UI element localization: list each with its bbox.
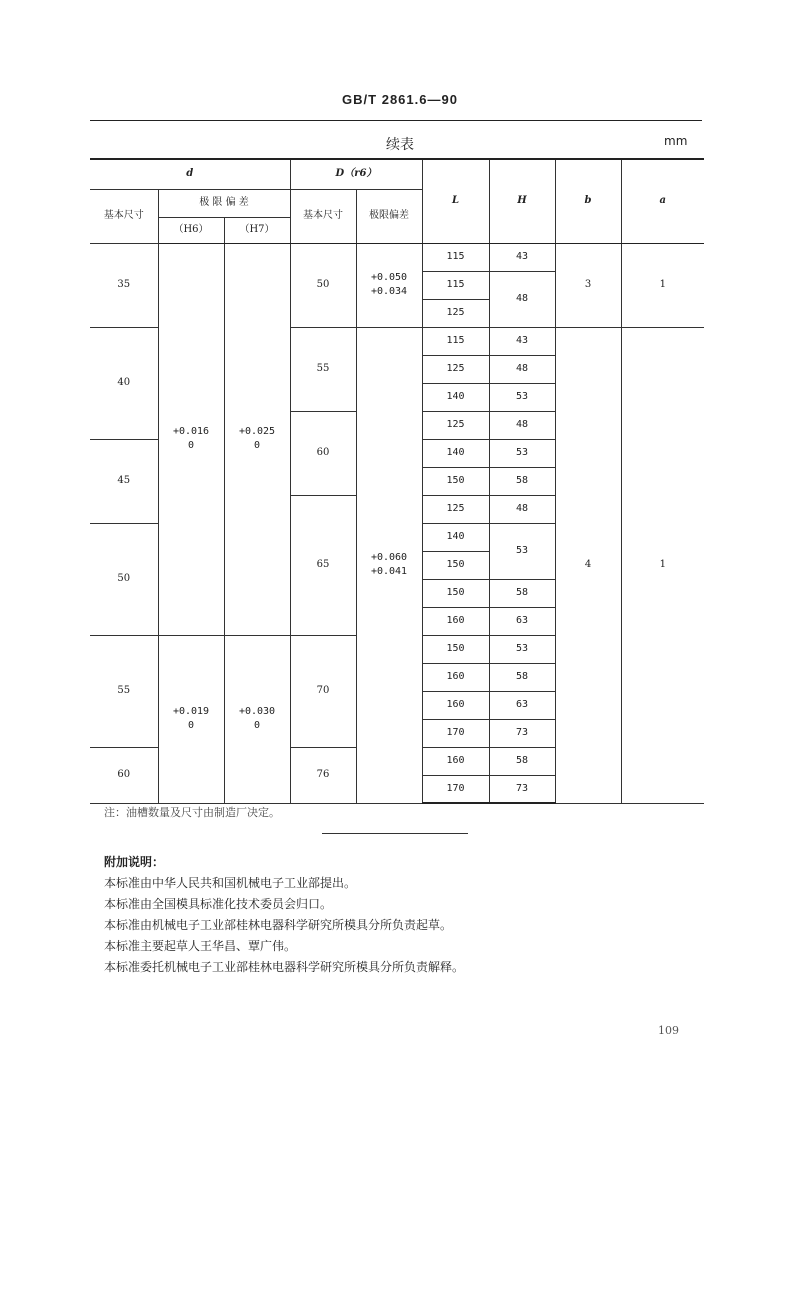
addendum-line: 本标准委托机械电子工业部桂林电器科学研究所模具分所负责解释。 — [104, 960, 465, 974]
addendum-line: 本标准由全国模具标准化技术委员会归口。 — [104, 897, 333, 911]
a-cell: 1 — [621, 243, 704, 327]
d-tolerance-h6-cell: +0.016 0 — [158, 243, 224, 635]
H-cell: 58 — [489, 663, 555, 691]
addendum-line: 本标准由中华人民共和国机械电子工业部提出。 — [104, 876, 357, 890]
H-cell: 58 — [489, 467, 555, 495]
addendum-line: 本标准主要起草人王华昌、覃广伟。 — [104, 939, 297, 953]
L-cell: 125 — [422, 299, 489, 327]
d-size-cell: 40 — [90, 327, 158, 439]
header-d-basic-size: 基本尺寸 — [90, 189, 158, 243]
L-cell: 170 — [422, 775, 489, 803]
H-cell: 53 — [489, 635, 555, 663]
addendum — [104, 852, 464, 978]
header-h6: （H6） — [158, 217, 224, 243]
H-cell: 58 — [489, 747, 555, 775]
spec-table — [90, 158, 704, 804]
L-cell: 125 — [422, 411, 489, 439]
d-size-cell: 35 — [90, 243, 158, 327]
header-d-limit-deviation: 极 限 偏 差 — [158, 189, 290, 217]
d-tolerance-h6-cell: +0.019 0 — [158, 635, 224, 803]
L-cell: 125 — [422, 355, 489, 383]
L-cell: 160 — [422, 663, 489, 691]
H-cell: 43 — [489, 243, 555, 271]
addendum-heading: 附加说明： — [104, 855, 165, 869]
d-size-cell: 60 — [90, 747, 158, 803]
H-cell: 73 — [489, 775, 555, 803]
H-cell: 48 — [489, 271, 555, 327]
D-tolerance-cell: +0.060 +0.041 — [356, 327, 422, 803]
L-cell: 150 — [422, 467, 489, 495]
H-cell: 53 — [489, 523, 555, 579]
L-cell: 150 — [422, 635, 489, 663]
H-cell: 48 — [489, 495, 555, 523]
D-size-cell: 60 — [290, 411, 356, 495]
L-cell: 140 — [422, 523, 489, 551]
H-cell: 53 — [489, 439, 555, 467]
D-size-cell: 65 — [290, 495, 356, 635]
H-cell: 48 — [489, 355, 555, 383]
a-cell: 1 — [621, 327, 704, 803]
L-cell: 115 — [422, 271, 489, 299]
d-size-cell: 55 — [90, 635, 158, 747]
d-size-cell: 45 — [90, 439, 158, 523]
D-size-cell: 76 — [290, 747, 356, 803]
L-cell: 140 — [422, 439, 489, 467]
header-H: H — [489, 159, 555, 243]
H-cell: 58 — [489, 579, 555, 607]
unit-label: mm — [664, 134, 688, 148]
H-cell: 43 — [489, 327, 555, 355]
header-a: a — [621, 159, 704, 243]
L-cell: 115 — [422, 327, 489, 355]
L-cell: 150 — [422, 579, 489, 607]
L-cell: 160 — [422, 691, 489, 719]
header-D-limit-deviation: 极限偏差 — [356, 189, 422, 243]
D-size-cell: 50 — [290, 243, 356, 327]
L-cell: 125 — [422, 495, 489, 523]
L-cell: 150 — [422, 551, 489, 579]
D-size-cell: 55 — [290, 327, 356, 411]
L-cell: 160 — [422, 607, 489, 635]
L-cell: 115 — [422, 243, 489, 271]
D-tolerance-cell: +0.050 +0.034 — [356, 243, 422, 327]
header-L: L — [422, 159, 489, 243]
H-cell: 48 — [489, 411, 555, 439]
H-cell: 63 — [489, 607, 555, 635]
L-cell: 170 — [422, 719, 489, 747]
b-cell: 4 — [555, 327, 621, 803]
page-number: 109 — [658, 1024, 679, 1037]
H-cell: 53 — [489, 383, 555, 411]
section-divider — [322, 833, 468, 834]
table-title: 续表 — [386, 137, 414, 153]
header-b: b — [555, 159, 621, 243]
d-size-cell: 50 — [90, 523, 158, 635]
header-D-basic-size: 基本尺寸 — [290, 189, 356, 243]
D-size-cell: 70 — [290, 635, 356, 747]
header-h7: （H7） — [224, 217, 290, 243]
header-d: d — [90, 159, 290, 189]
b-cell: 3 — [555, 243, 621, 327]
H-cell: 63 — [489, 691, 555, 719]
d-tolerance-h7-cell: +0.025 0 — [224, 243, 290, 635]
standard-code: GB/T 2861.6—90 — [342, 92, 458, 107]
table-note: 注：油槽数量及尺寸由制造厂决定。 — [104, 806, 280, 819]
addendum-line: 本标准由机械电子工业部桂林电器科学研究所模具分所负责起草。 — [104, 918, 453, 932]
H-cell: 73 — [489, 719, 555, 747]
header-D: D（r6） — [290, 159, 422, 189]
L-cell: 140 — [422, 383, 489, 411]
L-cell: 160 — [422, 747, 489, 775]
top-rule — [90, 120, 702, 121]
d-tolerance-h7-cell: +0.030 0 — [224, 635, 290, 803]
